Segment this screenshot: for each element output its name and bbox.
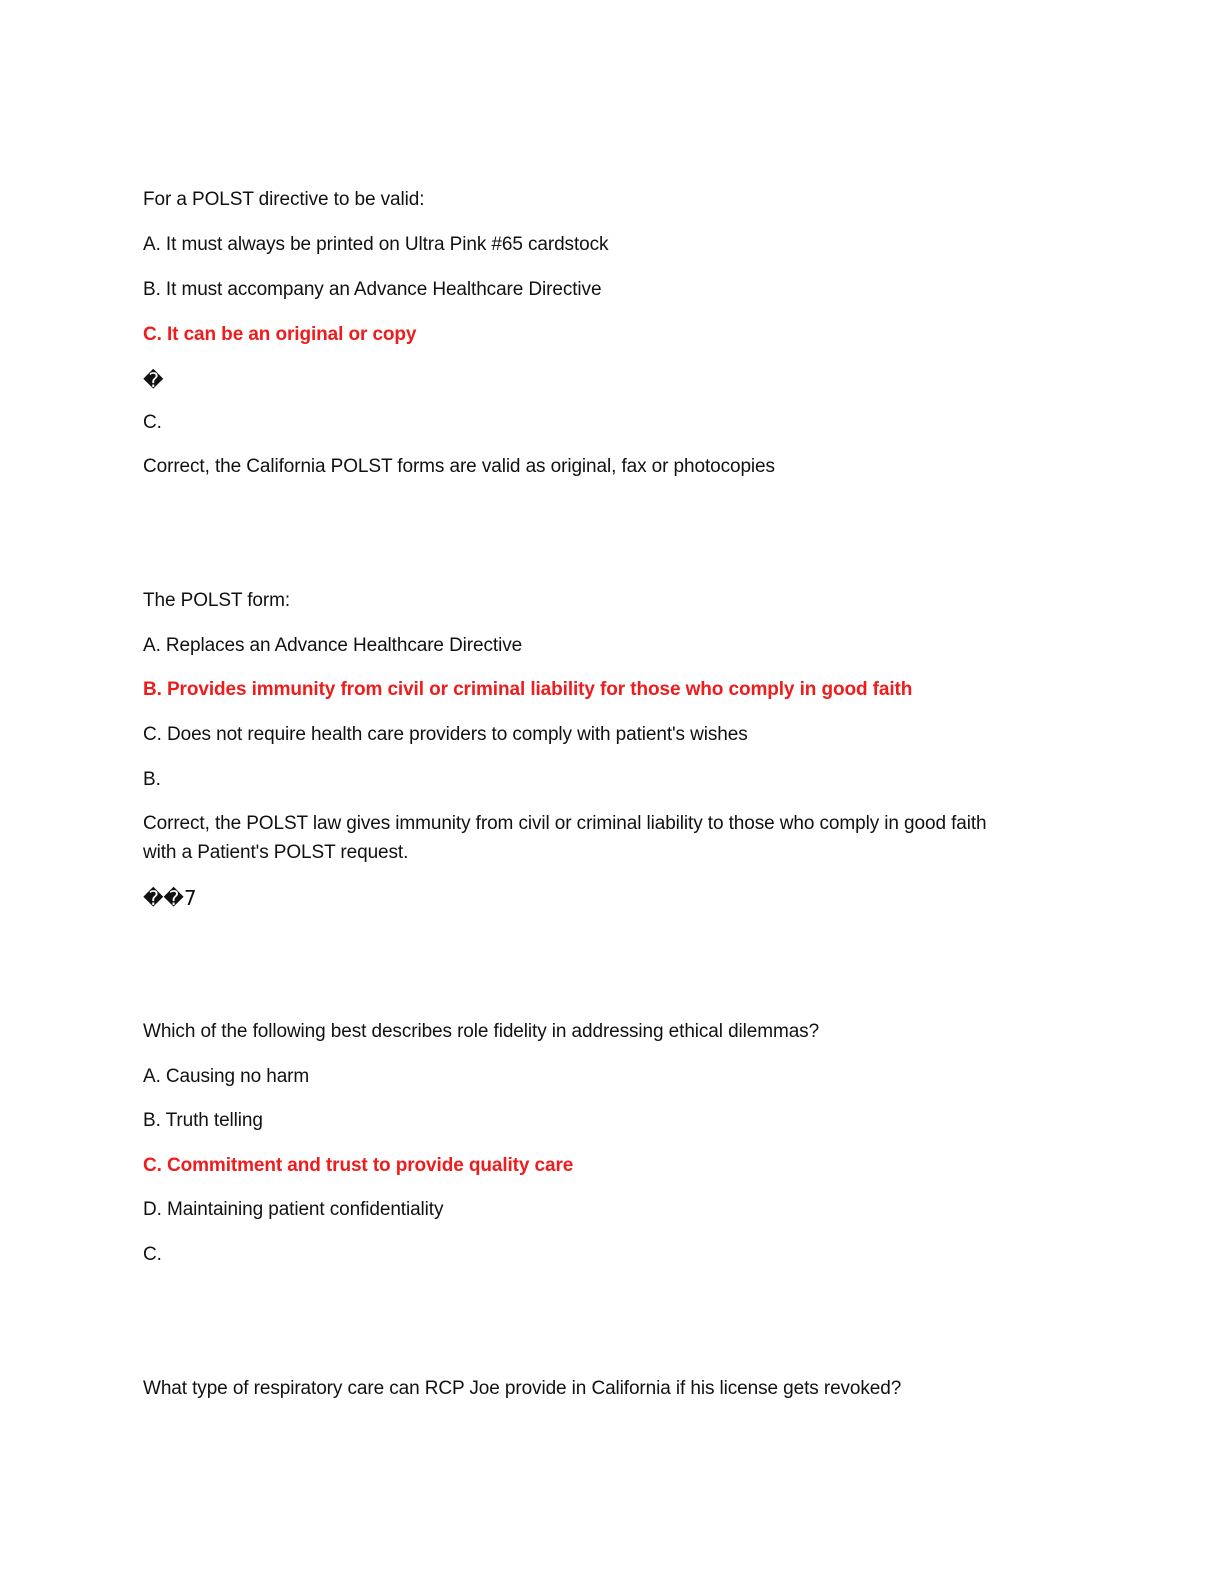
question-2-explanation-line-2: with a Patient's POLST request. [143, 842, 409, 863]
question-3-answer-key: C. [143, 1244, 162, 1265]
question-1-prompt: For a POLST directive to be valid: [143, 189, 425, 210]
question-2-option-a: A. Replaces an Advance Healthcare Directive [143, 635, 523, 656]
question-4-prompt: What type of respiratory care can RCP Joe provide in California if his license gets revoked? [143, 1378, 902, 1399]
question-2-option-c: C. Does not require health care providers to comply with patient's wishes [143, 724, 748, 745]
question-2-answer-key: B. [143, 769, 161, 790]
question-1-explanation: Correct, the California POLST forms are valid as original, fax or photocopies [143, 456, 775, 477]
question-2-explanation-line-1: Correct, the POLST law gives immunity from civil or criminal liability to those who comply in good faith [143, 813, 987, 834]
question-2-encoding-artifact: ��7 [143, 886, 197, 910]
question-1-encoding-artifact: � [143, 368, 164, 392]
question-2-prompt: The POLST form: [143, 590, 291, 611]
question-1-option-b: B. It must accompany an Advance Healthcare Directive [143, 279, 602, 300]
question-3-option-a: A. Causing no harm [143, 1066, 310, 1087]
question-1-option-c-correct: C. It can be an original or copy [143, 324, 417, 345]
question-3-prompt: Which of the following best describes role fidelity in addressing ethical dilemmas? [143, 1021, 820, 1042]
question-3-option-d: D. Maintaining patient confidentiality [143, 1199, 444, 1220]
question-1-option-a: A. It must always be printed on Ultra Pink #65 cardstock [143, 234, 609, 255]
question-3-option-c-correct: C. Commitment and trust to provide quality care [143, 1155, 574, 1176]
question-3-option-b: B. Truth telling [143, 1110, 263, 1131]
question-1-answer-key: C. [143, 412, 162, 433]
question-2-option-b-correct: B. Provides immunity from civil or criminal liability for those who comply in good faith [143, 679, 913, 700]
